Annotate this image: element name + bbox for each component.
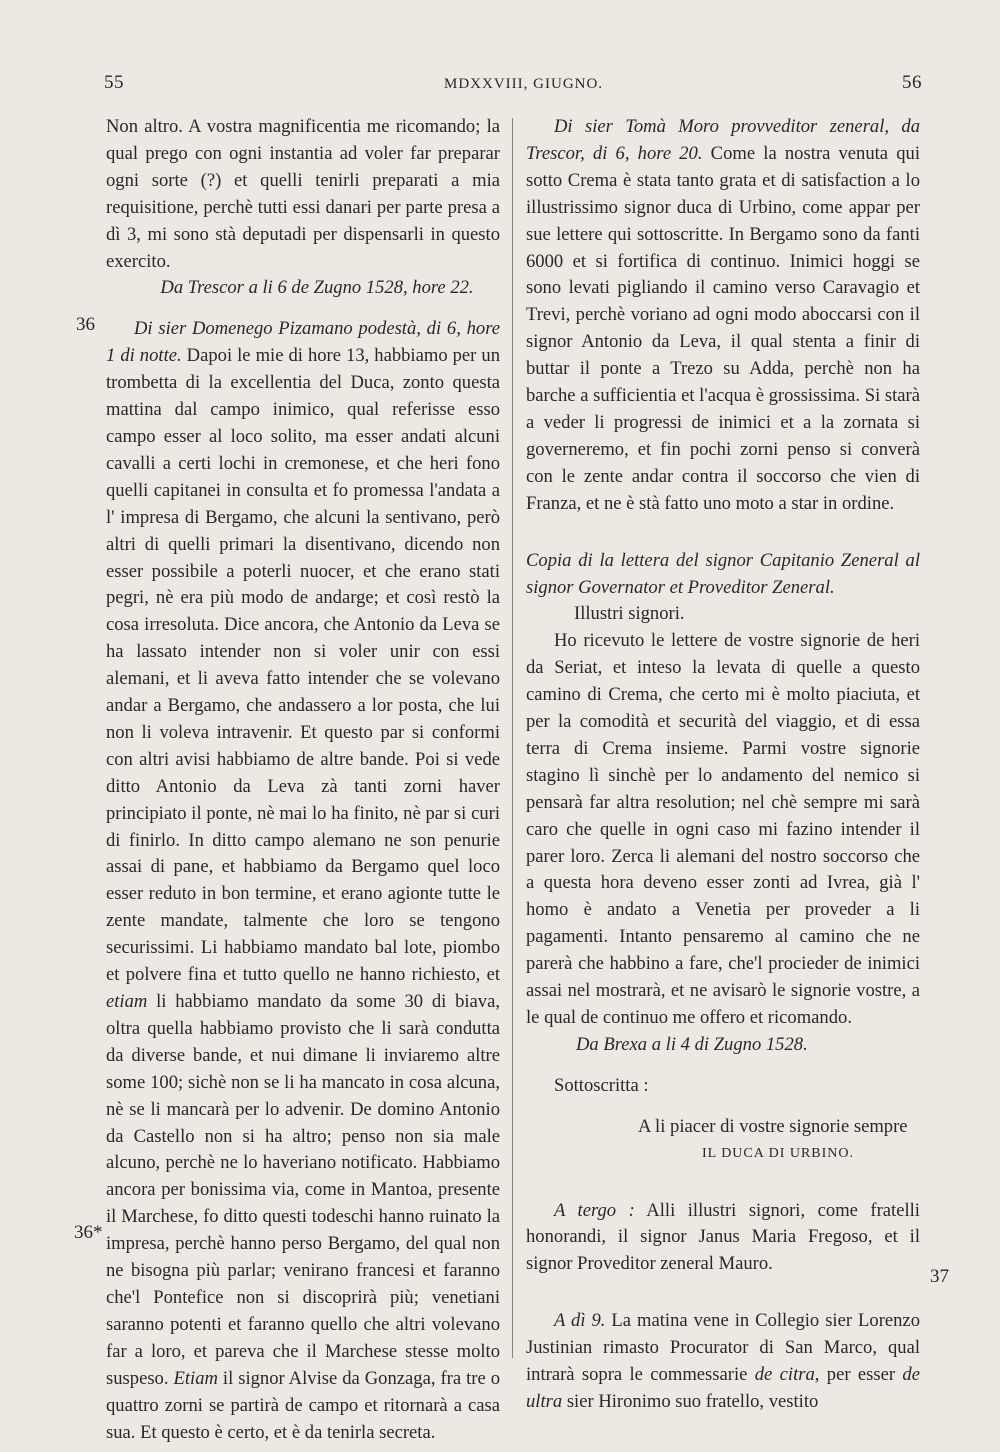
salutation: Illustri signori.	[574, 603, 685, 625]
paragraph-text: li habbiamo mandato da some 30 di biava, oltra quella habbiamo provisto che li sarà condutta da diverse bande, et nui dimane li inviaremo altre some 100; sichè non se li ha mancato in cosa alcuna, nè se li mancarà per lo advenir. De domino Antonio da Castello non si ha altro; penso non sia male alcuno, perchè ne lo haveriano notificato. Habbiamo ancora per bonissima via, come in Mantoa, presente il Marchese, fo ditto questi todeschi hanno ruinato la impresa, perchè hanno perso Bergamo, del qual non ne bisogna più parlar; venirano francesi et faranno che'l Pontefice non si discoprirà più; venetiani saranno potenti et faranno quello che altri volevano far a loro, et pareva che il Marchese stesse molto suspeso.	[106, 991, 500, 1389]
italic-word: de citra	[754, 1364, 815, 1386]
closing-line: A li piacer di vostre signorie sempre	[638, 1115, 908, 1137]
italic-word: etiam	[106, 991, 148, 1012]
left-column	[106, 114, 500, 1446]
page-number-right: 56	[902, 72, 922, 93]
margin-note-36-star: 36*	[74, 1222, 103, 1243]
letter-heading: Di sier Tomà Moro provveditor zeneral, da Trescor, di 6, hore 20.	[526, 116, 920, 164]
margin-note-37: 37	[930, 1266, 949, 1287]
paragraph: Ho ricevuto le lettere de vostre signorie de heri da Seriat, et inteso la levata di quelle a questo camino di Crema, che certo mi è molto piaciuta, et per la comodità et securità del viaggio, et di essa terra di Crema insieme. Parmi vostre signorie stagino lì sinchè per lo andamento del nemico si pensarà far altra resolution; nel chè sempre mi sarà caro che quelle in ogni caso mi fazino intender il parer loro. Zerca li alemani del nostro soccorso che a questa hora deveno esser zonti ad Ivrea, già l' homo è andato a Venetia per proveder a li pagamenti. Intanto pensaremo al camino che ne parerà che habbino a fare, che'l procieder de inimici assai nel mostrarà, et ne avisarò le signorie vostre, a le qual de continuo me offero et ricomando.	[526, 630, 920, 1028]
italic-word: de ultra	[526, 1364, 920, 1412]
dateline: Da Trescor a li 6 de Zugno 1528, hore 22.	[160, 277, 474, 299]
right-column	[526, 114, 920, 1416]
paragraph-text: Dapoi le mie di hore 13, habbiamo per un trombetta di la excellentia del Duca, zonto questa mattina dal campo inimico, qual referisse esso campo esser al loco solito, ma esser andati alcuni cavalli a certi lochi in cremonese, et che heri fono quelli capitanei in consulta et fo promessa l'andata a l' impresa di Bergamo, che alcuni la sentivano, però altri di quelli primari la disentivano, dicendo non esser possibile a poterli nuocer, et che erano stati pegri, nè era più modo de andarge; et così restò la cosa irresoluta. Dice ancora, che Antonio da Leva se ha lassato intender non si voler unir con essi alemani, et li aveva fatto intender che se volevano andar a Bergamo, che andassero a lor posta, che lui non li voleva intravenir. Et questo par si conformi con altri avisi habbiamo de altre bande. Poi si vede ditto Antonio da Leva zà tanti zorni haver principiato il ponte, nè mai lo ha finito, nè par si curi di finirlo. In ditto campo alemano ne son penurie assai di pane, et habbiamo da Bergamo quel loco esser reduto in bon termine, et erano agionte tutte le zente mandate, talmente che loro se tengono securissimi. Li habbiamo mandato bal lote, piombo et polvere fina et tutto quello ne hanno richiesto, et	[106, 345, 500, 986]
dateline: Da Brexa a li 4 di Zugno 1528.	[576, 1033, 808, 1055]
paragraph-text: sier Hironimo suo fratello, vestito	[562, 1390, 819, 1412]
paragraph-text: il signor Alvise da Gonzaga, fra tre o quattro zorni se partirà de campo et ritornarà a casa sua. Et questo è certo, et è da tenirla secreta.	[106, 1367, 500, 1443]
page-header	[0, 72, 1000, 102]
label-italic: A tergo :	[554, 1199, 635, 1221]
paragraph-text: La matina vene in Collegio sier Lorenzo Justinian rimasto Procurator di San Marco, qual intrarà sopra le commessarie	[526, 1310, 920, 1386]
paragraph	[526, 1308, 920, 1416]
paragraph	[526, 114, 920, 518]
paragraph: Non altro. A vostra magnificentia me ricomando; la qual prego con ogni instantia ad voler far preparar ogni sorte (?) et quelli tenirli preparati a mia requisitione, perchè tutti essi danari per parte presa a dì 3, mi sono stà deputadi per dispensarli in questo exercito.	[106, 116, 500, 272]
section-heading: Copia di la lettera del signor Capitanio Zeneral al signor Governator et Proveditor Zeneral.	[526, 549, 920, 598]
margin-note-36: 36	[76, 314, 95, 335]
paragraph	[106, 316, 500, 1446]
paragraph-text: Alli illustri signori, come fratelli honorandi, il signor Janus Maria Fregoso, et il signor Proveditor zeneral Mauro.	[526, 1199, 920, 1275]
label-italic: A dì 9.	[554, 1310, 606, 1332]
paragraph	[526, 1198, 920, 1279]
column-divider	[512, 118, 513, 1358]
letter-heading: Di sier Domenego Pizamano podestà, di 6, hore 1 di notte.	[106, 318, 500, 367]
subscription-label: Sottoscritta :	[554, 1074, 649, 1096]
signature: IL DUCA DI URBINO.	[702, 1145, 855, 1161]
paragraph-text: Come la nostra venuta qui sotto Crema è stata tanto grata et di satisfaction a lo illustrissimo signor duca di Urbino, come appar per sue lettere qui sottoscritte. In Bergamo sono da fanti 6000 et si fortifica di continuo. Inimici hoggi se sono levati pigliando il camino verso Caravagio et Trevi, perchè voriano ad ogni modo aboccarsi con il signor Antonio da Leva, il qual stenta a finir di buttar il ponte a Trezo su Adda, perchè non ha barche a sufficientia et l'acqua è grossissima. Si starà a veder li progressi de inimici et a la zornata si governeremo, et fin pochi zorni penso si converà con le zente andar contra il soccorso che vien di Franza, et ne è stà fatto uno moto a star in ordine.	[526, 142, 921, 514]
italic-word: Etiam	[173, 1367, 218, 1389]
running-title: MDXXVIII, GIUGNO.	[444, 76, 604, 92]
page-number-left: 55	[104, 72, 124, 93]
paragraph-text: , per esser	[814, 1364, 903, 1386]
